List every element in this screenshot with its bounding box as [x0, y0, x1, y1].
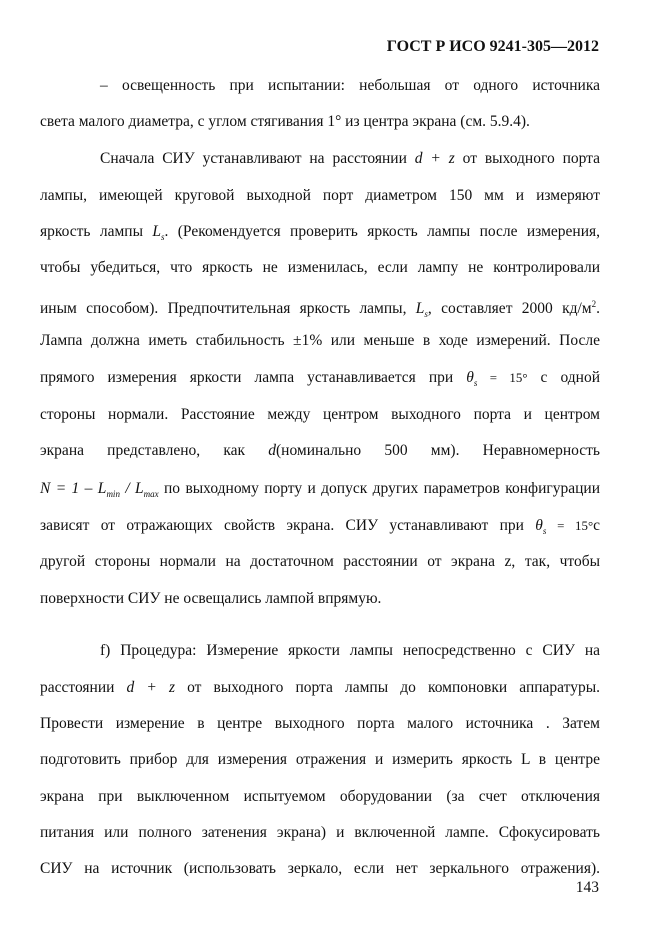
text-line: Провести измерение в центре выходного порта малого источника . Затем: [40, 715, 600, 732]
text-line: СИУ на источник (использовать зеркало, если нет зеркального отражения).: [40, 860, 600, 877]
text-line: – освещенность при испытании: небольшая от одного источника: [100, 77, 600, 94]
text-line: расстоянии d + z от выходного порта лампы до компоновки аппаратуры.: [40, 679, 601, 696]
text-line: лампы, имеющей круговой выходной порт диаметром 150 мм и измеряют: [40, 187, 600, 204]
text-line: Сначала СИУ устанавливают на расстоянии d + z от выходного порта: [100, 150, 601, 167]
text-line: яркость лампы $L_s$. (Рекомендуется проверить яркость лампы после измерения,: [40, 223, 600, 243]
text-line: стороны нормали. Расстояние между центром выходного порта и центром: [40, 406, 600, 423]
text-line: экрана представлено, как d(номинально 500 мм). Неравномерность: [40, 442, 600, 459]
text-line: прямого измерения яркости лампа устанавливается при $\theta_s = 15^\circ$ с одной: [40, 369, 600, 389]
text-line: чтобы убедиться, что яркость не изменилась, если лампу не контролировали: [40, 259, 600, 276]
text-line: зависят от отражающих свойств экрана. СИУ устанавливают при $\theta_s = 15^\circ с$: [40, 517, 601, 537]
text-line: питания или полного затенения экрана) и включенной лампе. Сфокусировать: [40, 824, 600, 841]
formula: d + z: [126, 679, 175, 696]
text-line: f) Процедура: Измерение яркости лампы непосредственно с СИУ на: [100, 642, 600, 659]
text-line: $N = 1 - L_{min} / L_{max}$ по выходному порту и допуск других параметров конфигурации: [40, 480, 601, 500]
text-line: поверхности СИУ не освещались лампой впрямую.: [40, 590, 382, 607]
text-line: иным способом). Предпочтительная яркость лампы, $L_s$, составляет 2000 $кд/м^2$.: [40, 299, 600, 320]
formula: $\theta_s$: [466, 369, 478, 389]
formula: $\theta_s$: [535, 517, 547, 537]
formula: d + z: [414, 150, 455, 167]
text-line: экрана при выключенном испытуемом оборудовании (за счет отключения: [40, 788, 600, 805]
formula: $L_s$: [152, 223, 165, 243]
page-number: 143: [575, 879, 599, 896]
text-line: другой стороны нормали на достаточном расстоянии от экрана z, так, чтобы: [40, 553, 600, 570]
text-line: Лампа должна иметь стабильность ±1% или меньше в ходе измерений. После: [40, 332, 600, 349]
text-line: подготовить прибор для измерения отражения и измерить яркость L в центре: [40, 751, 600, 768]
formula: $L_s$: [415, 300, 428, 320]
formula: d: [268, 442, 276, 459]
text-line: света малого диаметра, с углом стягивания 1° из центра экрана (см. 5.9.4).: [40, 113, 530, 130]
formula: $N = 1 - L_{min} / L_{max}$: [40, 480, 159, 500]
document-header: ГОСТ Р ИСО 9241-305—2012: [386, 38, 599, 55]
